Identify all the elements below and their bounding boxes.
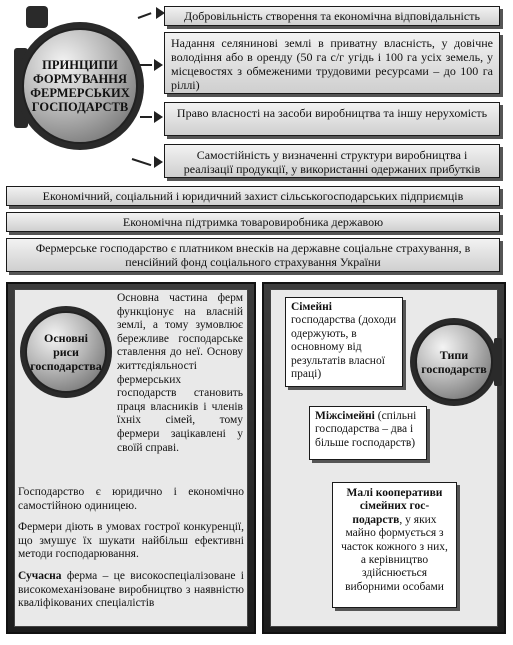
row-insurance [6,238,500,272]
type-family [285,297,403,387]
features-main-text-content: Основна частина ферм функціонує на власній землі, а тому зумовлює бережливе господарське ставлення до неї. Основу життєдіяльності фермерських господарств становить праця власників і членів їхніх сімей, тому фермери зацікавлені у своїй справі. [117,292,243,454]
features-circle [25,311,107,393]
features-p3-bold: Сучасна [18,569,62,582]
row-support-text: Економічна підтримка товаровиробника державою [122,215,384,229]
type-interfamily [309,406,427,460]
type-cooperative-bold: Малі кооперативи сімейних гос-подарств [346,487,443,526]
type-cooperative-rest: , у яких майно формується з часток кожного з них, а керівництво здійснюється виборними особами [341,513,448,593]
features-p2: Фермери діють в умовах гострої конкуренції, що змушує їх шукати найбільш ефективні методи господарювання. [18,521,244,561]
principles-title: ПРИНЦИПИ ФОРМУВАННЯ ФЕРМЕРСЬКИХ ГОСПОДАРСТВ [30,58,130,114]
circle-top-bar [26,6,48,28]
row-insurance-text: Фермерське господарство є платником внесків на державне соціальне страхування, в пенсійний фонд соціального страхування України [35,241,471,269]
row-support [6,212,500,232]
type-interfamily-bold: Міжсімейні [315,410,375,422]
type-family-rest: господарства (доходи одержують, в основному від результатів власної праці) [291,314,397,381]
features-main-text [117,292,243,455]
features-p3 [18,570,244,611]
types-circle-bar [494,338,502,386]
principle-3 [164,102,500,136]
features-p3-rest: ферма – це високоспеціалізоване і високомеханізоване виробництво з наявністю кваліфікованих спеціалістів [18,569,244,610]
connector-1 [138,12,152,19]
features-title: Основні риси господарства [30,331,102,373]
type-interfamily-rest: (спільні господарства – два і більше господарств) [315,410,417,449]
principle-1 [164,6,500,26]
principle-3-text: Право власності на засоби виробництва та іншу нерухомість [176,106,488,120]
row-protection-text: Економічний, соціальний і юридичний захист сільськогосподарських підприємців [42,189,464,203]
principle-4-text: Самостійність у визначенні структури виробництва і реалізації продукції, у використанні одержаних прибутків [183,148,481,176]
principle-2 [164,32,500,94]
principles-circle [22,28,138,144]
principle-4 [164,144,500,178]
types-title: Типи господарств [421,348,487,376]
arrow-4 [154,156,163,168]
row-protection [6,186,500,206]
arrow-2 [154,59,163,71]
principle-2-text: Надання селянинові землі в приватну власність, у довічне володіння або в оренду (50 га с/г угідь і 100 га усіх земель, у місцевостях з обмеженими трудовими ресурсами – до 100 га ріллі) [171,36,493,92]
principle-1-text: Добровільність створення та економічна відповідальність [184,9,480,23]
features-paragraphs [18,486,244,619]
connector-2 [140,64,152,66]
type-cooperative [332,482,457,608]
connector-3 [140,116,152,118]
type-family-bold: Сімейні [291,301,332,313]
connector-4 [132,158,152,166]
arrow-3 [154,111,163,123]
features-p1: Господарство є юридично і економічно самостійною одиницею. [18,486,244,512]
types-circle [415,323,493,401]
